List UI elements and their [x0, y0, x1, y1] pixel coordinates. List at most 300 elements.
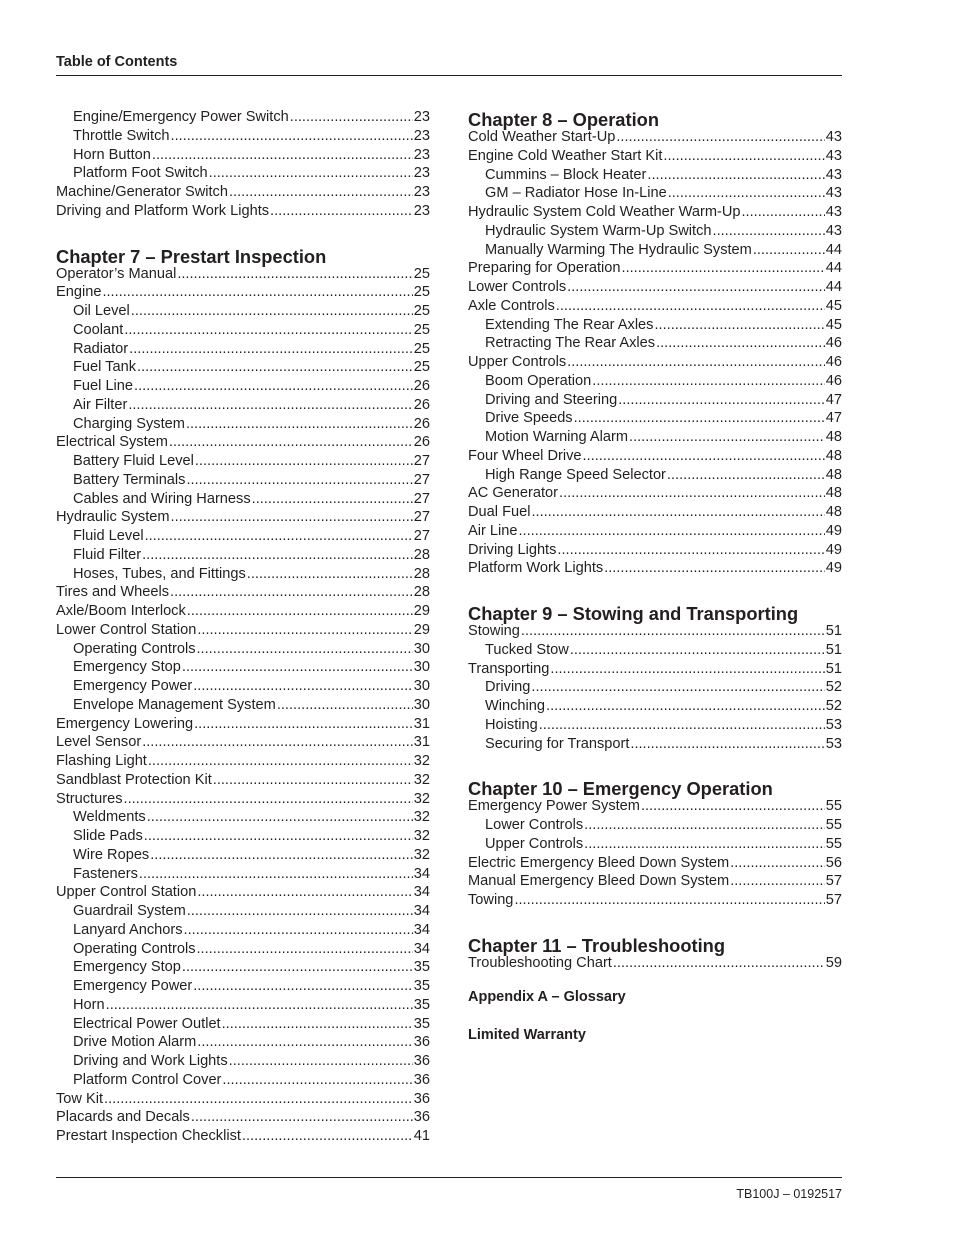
toc-entry-label: AC Generator: [468, 485, 559, 502]
toc-entry[interactable]: [56, 340, 430, 359]
toc-entry-page-number: 36: [413, 1053, 430, 1069]
toc-entry[interactable]: [468, 147, 842, 166]
toc-entry[interactable]: [468, 522, 842, 541]
toc-entry[interactable]: [468, 466, 842, 485]
toc-entry-label: High Range Speed Selector: [485, 466, 666, 483]
toc-entry[interactable]: [56, 415, 430, 434]
toc-entry-label: Four Wheel Drive: [468, 447, 582, 464]
toc-entry[interactable]: [468, 503, 842, 522]
toc-entry[interactable]: [468, 428, 842, 447]
toc-entry[interactable]: [468, 891, 842, 910]
toc-entry-page-number: 30: [413, 678, 430, 694]
toc-dot-leader: [629, 428, 825, 447]
toc-entry-label: Driving and Steering: [485, 391, 618, 408]
toc-entry-label: Cummins – Block Heater: [485, 166, 647, 183]
toc-dot-leader: [531, 678, 824, 697]
toc-dot-leader: [622, 259, 825, 278]
toc-entry-label: Upper Controls: [468, 354, 567, 370]
toc-entry-page-number: 23: [413, 202, 430, 219]
toc-entry-label: Platform Foot Switch: [73, 165, 208, 182]
toc-entry-page-number: 56: [825, 854, 842, 871]
toc-entry-page-number: 26: [413, 415, 430, 432]
toc-entry[interactable]: [56, 283, 430, 302]
toc-dot-leader: [197, 621, 412, 640]
toc-entry-label: Oil Level: [73, 303, 130, 319]
toc-entry-page-number: 32: [413, 771, 430, 788]
toc-entry[interactable]: [56, 640, 430, 659]
toc-entry-page-number: 43: [825, 147, 842, 164]
toc-entry[interactable]: [468, 222, 842, 241]
toc-entry-label: Fluid Level: [73, 528, 144, 544]
toc-dot-leader: [663, 147, 824, 166]
toc-entry[interactable]: [56, 677, 430, 696]
toc-entry-label: Machine/Generator Switch: [56, 184, 228, 200]
toc-entry-page-number: 25: [413, 321, 430, 338]
toc-entry-label: Lower Controls: [485, 817, 584, 833]
toc-dot-leader: [641, 797, 825, 816]
toc-entry[interactable]: [56, 865, 430, 884]
toc-entry-page-number: 46: [825, 372, 842, 389]
chapter-10-heading[interactable]: Chapter 10 – Emergency Operation: [468, 778, 773, 800]
toc-entry-label: Electrical Power Outlet: [73, 1015, 221, 1032]
toc-dot-leader: [229, 1052, 413, 1071]
toc-entry-page-number: 51: [825, 660, 842, 677]
toc-entry[interactable]: [56, 1052, 430, 1071]
toc-entry-page-number: 32: [413, 790, 430, 807]
toc-entry-page-number: 27: [413, 471, 430, 488]
toc-entry-page-number: 45: [825, 316, 842, 333]
toc-section-chapter-7: [56, 265, 430, 1146]
toc-entry-page-number: 27: [413, 509, 430, 526]
toc-right-column: [468, 108, 842, 1045]
toc-dot-leader: [559, 484, 825, 503]
toc-entry-page-number: 30: [413, 640, 430, 657]
toc-entry-page-number: 57: [825, 873, 842, 890]
toc-entry-page-number: 55: [825, 798, 842, 815]
toc-entry-label: Retracting The Rear Axles: [485, 335, 656, 352]
toc-dot-leader: [186, 415, 413, 434]
toc-entry-page-number: 48: [825, 485, 842, 502]
toc-entry[interactable]: [468, 484, 842, 503]
toc-entry[interactable]: [56, 377, 430, 396]
toc-entry[interactable]: [56, 527, 430, 546]
toc-dot-leader: [604, 559, 825, 578]
toc-entry-label: GM – Radiator Hose In-Line: [485, 185, 667, 202]
toc-dot-leader: [583, 447, 825, 466]
toc-entry-label: Extending The Rear Axles: [485, 316, 654, 333]
toc-dot-leader: [209, 164, 413, 183]
toc-entry-label: Engine/Emergency Power Switch: [73, 109, 289, 125]
toc-entry[interactable]: [468, 278, 842, 297]
toc-dot-leader: [654, 316, 824, 335]
toc-entry-label: Emergency Power System: [468, 798, 640, 815]
toc-dot-leader: [102, 283, 412, 302]
toc-entry[interactable]: [468, 559, 842, 578]
toc-entry[interactable]: [56, 127, 430, 146]
toc-entry[interactable]: [56, 790, 430, 809]
toc-entry[interactable]: [56, 902, 430, 921]
toc-entry[interactable]: [468, 735, 842, 754]
toc-entry[interactable]: [468, 697, 842, 716]
toc-entry[interactable]: [56, 602, 430, 621]
toc-entry-label: Winching: [485, 698, 546, 714]
toc-entry-label: Operating Controls: [73, 940, 196, 957]
toc-entry-page-number: 43: [825, 166, 842, 183]
toc-entry-label: Placards and Decals: [56, 1109, 190, 1126]
toc-dot-leader: [742, 203, 825, 222]
toc-entry-label: Battery Terminals: [73, 471, 186, 488]
toc-entry-label: Drive Motion Alarm: [73, 1034, 197, 1051]
toc-entry[interactable]: [468, 716, 842, 735]
toc-entry[interactable]: [468, 854, 842, 873]
toc-entry[interactable]: [56, 1090, 430, 1109]
toc-entry-page-number: 47: [825, 410, 842, 427]
toc-dot-leader: [128, 396, 412, 415]
toc-dot-leader: [186, 471, 412, 490]
toc-dot-leader: [656, 334, 825, 353]
toc-dot-leader: [630, 735, 824, 754]
toc-entry-label: Boom Operation: [485, 372, 592, 389]
toc-entry-label: Manual Emergency Bleed Down System: [468, 873, 730, 890]
toc-entry-page-number: 32: [413, 846, 430, 863]
toc-dot-leader: [142, 733, 413, 752]
toc-dot-leader: [171, 127, 413, 146]
toc-entry[interactable]: [468, 128, 842, 147]
toc-dot-leader: [124, 790, 413, 809]
toc-entry-label: Driving Lights: [468, 541, 557, 558]
toc-entry-page-number: 34: [413, 940, 430, 957]
toc-entry[interactable]: [56, 302, 430, 321]
toc-dot-leader: [550, 660, 824, 679]
toc-entry[interactable]: [468, 678, 842, 697]
toc-dot-leader: [142, 546, 413, 565]
toc-section-chapter-8: [468, 128, 842, 578]
toc-entry-label: Radiator: [73, 340, 129, 357]
toc-entry-page-number: 34: [413, 884, 430, 901]
toc-entry[interactable]: [468, 184, 842, 203]
toc-entry-page-number: 23: [413, 109, 430, 125]
header-rule: [56, 75, 842, 76]
toc-entry[interactable]: [468, 166, 842, 185]
toc-entry[interactable]: [56, 202, 430, 221]
toc-dot-leader: [514, 891, 824, 910]
toc-entry-page-number: 53: [825, 735, 842, 752]
toc-entry-page-number: 47: [825, 391, 842, 408]
toc-dot-leader: [197, 940, 413, 959]
toc-entry[interactable]: [56, 1108, 430, 1127]
toc-entry-label: Engine: [56, 284, 102, 301]
toc-entry[interactable]: [468, 259, 842, 278]
toc-dot-leader: [521, 622, 825, 641]
toc-dot-leader: [187, 902, 413, 921]
toc-dot-leader: [134, 377, 413, 396]
toc-entry[interactable]: [56, 621, 430, 640]
toc-entry-page-number: 45: [825, 297, 842, 314]
toc-entry[interactable]: [56, 583, 430, 602]
toc-dot-leader: [169, 433, 413, 452]
toc-entry-page-number: 53: [825, 716, 842, 733]
toc-entry-label: Emergency Power: [73, 978, 193, 994]
toc-entry-label: Hoisting: [485, 716, 538, 733]
toc-entry[interactable]: [468, 872, 842, 891]
toc-dot-leader: [177, 265, 412, 284]
toc-entry[interactable]: [56, 883, 430, 902]
toc-entry[interactable]: [468, 372, 842, 391]
toc-entry-page-number: 36: [413, 1090, 430, 1107]
chapter-11-heading[interactable]: Chapter 11 – Troubleshooting: [468, 934, 725, 956]
toc-entry-label: Driving: [485, 679, 531, 696]
toc-entry[interactable]: [56, 752, 430, 771]
toc-entry-page-number: 34: [413, 865, 430, 882]
toc-entry-label: Hydraulic System Cold Weather Warm-Up: [468, 204, 741, 220]
toc-entry[interactable]: [468, 316, 842, 335]
toc-entry[interactable]: [56, 715, 430, 734]
toc-dot-leader: [144, 827, 413, 846]
toc-entry[interactable]: [56, 808, 430, 827]
toc-entry-page-number: 25: [413, 265, 430, 282]
toc-entry[interactable]: [56, 846, 430, 865]
toc-entry[interactable]: [56, 508, 430, 527]
toc-dot-leader: [730, 872, 825, 891]
toc-entry-page-number: 27: [413, 528, 430, 544]
toc-dot-leader: [574, 409, 825, 428]
toc-entry[interactable]: [468, 622, 842, 641]
toc-entry[interactable]: [56, 396, 430, 415]
toc-entry[interactable]: [468, 954, 842, 973]
toc-entry-label: Weldments: [73, 809, 146, 826]
toc-dot-leader: [222, 1071, 412, 1090]
toc-entry-label: Emergency Power: [73, 678, 193, 694]
toc-entry-page-number: 32: [413, 753, 430, 769]
toc-dot-leader: [531, 503, 824, 522]
toc-entry[interactable]: [56, 164, 430, 183]
toc-entry-label: Dual Fuel: [468, 504, 531, 520]
toc-entry[interactable]: [56, 433, 430, 452]
toc-entry-page-number: 23: [413, 184, 430, 200]
toc-dot-leader: [197, 1033, 412, 1052]
toc-entry-label: Fuel Tank: [73, 359, 137, 376]
toc-entry[interactable]: [56, 996, 430, 1015]
toc-entry-page-number: 57: [825, 892, 842, 908]
toc-dot-leader: [592, 372, 824, 391]
toc-entry-label: Lanyard Anchors: [73, 921, 183, 938]
toc-entry[interactable]: [468, 641, 842, 660]
toc-dot-leader: [290, 108, 413, 127]
toc-entry[interactable]: [56, 471, 430, 490]
chapter-8-heading[interactable]: Chapter 8 – Operation: [468, 109, 659, 130]
toc-dot-leader: [213, 771, 413, 790]
toc-entry-page-number: 44: [825, 241, 842, 258]
toc-entry[interactable]: [468, 391, 842, 410]
toc-entry[interactable]: [56, 921, 430, 940]
toc-entry-page-number: 36: [413, 1071, 430, 1088]
toc-entry-label: Motion Warning Alarm: [485, 429, 629, 445]
toc-entry-page-number: 43: [825, 222, 842, 239]
toc-entry[interactable]: [56, 771, 430, 790]
toc-entry-label: Wire Ropes: [73, 846, 150, 863]
toc-entry[interactable]: [56, 265, 430, 284]
toc-entry-page-number: 36: [413, 1109, 430, 1126]
toc-entry[interactable]: [56, 733, 430, 752]
toc-entry-page-number: 59: [825, 954, 842, 971]
toc-dot-leader: [584, 835, 825, 854]
toc-entry-label: Upper Controls: [485, 835, 584, 852]
toc-entry[interactable]: [56, 1033, 430, 1052]
toc-section-chapter-10: [468, 797, 842, 910]
toc-entry[interactable]: [56, 958, 430, 977]
toc-entry[interactable]: [468, 297, 842, 316]
toc-entry[interactable]: [56, 827, 430, 846]
toc-dot-leader: [539, 716, 825, 735]
toc-entry-label: Axle/Boom Interlock: [56, 603, 186, 619]
toc-entry-label: Air Filter: [73, 396, 128, 413]
toc-entry-label: Fuel Line: [73, 378, 134, 394]
toc-dot-leader: [182, 658, 413, 677]
toc-entry-page-number: 26: [413, 378, 430, 394]
toc-entry[interactable]: [468, 241, 842, 260]
toc-entry[interactable]: [56, 1127, 430, 1146]
toc-entry-page-number: 25: [413, 359, 430, 376]
toc-entry-page-number: 49: [825, 522, 842, 539]
footer-rule: [56, 1177, 842, 1178]
toc-entry-page-number: 31: [413, 734, 430, 751]
toc-dot-leader: [137, 358, 413, 377]
toc-left-column: [56, 108, 430, 1146]
toc-entry[interactable]: [56, 546, 430, 565]
toc-entry[interactable]: [56, 490, 430, 509]
toc-dot-leader: [131, 302, 413, 321]
toc-entry-label: Securing for Transport: [485, 735, 630, 752]
toc-entry[interactable]: [56, 977, 430, 996]
toc-entry[interactable]: [56, 146, 430, 165]
toc-entry-label: Operator’s Manual: [56, 265, 177, 282]
toc-entry-page-number: 32: [413, 828, 430, 844]
toc-entry-label: Platform Work Lights: [468, 560, 604, 577]
toc-entry[interactable]: [56, 696, 430, 715]
toc-dot-leader: [187, 602, 413, 621]
toc-dot-leader: [124, 321, 412, 340]
toc-dot-leader: [147, 808, 413, 827]
toc-entry[interactable]: [468, 816, 842, 835]
toc-entry[interactable]: [468, 334, 842, 353]
toc-dot-leader: [182, 958, 413, 977]
toc-entry-label: Horn Button: [73, 146, 151, 163]
toc-dot-leader: [145, 527, 413, 546]
toc-entry[interactable]: [468, 203, 842, 222]
toc-dot-leader: [197, 883, 412, 902]
toc-entry-page-number: 29: [413, 603, 430, 619]
toc-entry-label: Axle Controls: [468, 297, 555, 314]
toc-entry[interactable]: [56, 452, 430, 471]
toc-entry-label: Emergency Stop: [73, 659, 181, 676]
toc-entry-label: Tires and Wheels: [56, 584, 170, 601]
toc-entry[interactable]: [56, 108, 430, 127]
toc-entry-page-number: 43: [825, 129, 842, 145]
toc-entry[interactable]: [56, 940, 430, 959]
toc-dot-leader: [129, 340, 413, 359]
toc-dot-leader: [170, 583, 413, 602]
toc-entry-label: Tucked Stow: [485, 641, 569, 658]
toc-entry-page-number: 48: [825, 447, 842, 464]
toc-dot-leader: [713, 222, 825, 241]
toc-entry-label: Operating Controls: [73, 640, 196, 657]
toc-entry-page-number: 36: [413, 1034, 430, 1051]
toc-entry-label: Battery Fluid Level: [73, 453, 194, 469]
toc-dot-leader: [242, 1127, 413, 1146]
toc-entry-label: Upper Control Station: [56, 884, 197, 901]
toc-dot-leader: [616, 128, 824, 147]
toc-entry-page-number: 35: [413, 996, 430, 1013]
toc-entry-page-number: 23: [413, 127, 430, 144]
toc-entry-page-number: 48: [825, 504, 842, 520]
toc-entry[interactable]: [468, 353, 842, 372]
toc-entry-label: Air Line: [468, 522, 518, 539]
toc-entry[interactable]: [468, 409, 842, 428]
toc-entry-page-number: 31: [413, 715, 430, 732]
toc-entry-page-number: 46: [825, 354, 842, 370]
toc-entry-label: Towing: [468, 892, 514, 908]
toc-entry[interactable]: [468, 447, 842, 466]
toc-dot-leader: [229, 183, 413, 202]
toc-entry-label: Preparing for Operation: [468, 260, 621, 277]
chapter-9-heading[interactable]: Chapter 9 – Stowing and Transporting: [468, 603, 799, 624]
toc-entry[interactable]: [56, 1015, 430, 1034]
toc-entry-label: Cables and Wiring Harness: [73, 490, 251, 507]
toc-section-chapter-11: [468, 954, 842, 973]
toc-dot-leader: [139, 865, 413, 884]
toc-dot-leader: [150, 846, 413, 865]
appendix-a-link[interactable]: Appendix A – Glossary: [468, 988, 626, 1005]
toc-entry-label: Electrical System: [56, 434, 168, 451]
toc-entry[interactable]: [56, 1071, 430, 1090]
toc-entry-page-number: 34: [413, 903, 430, 919]
toc-entry[interactable]: [56, 321, 430, 340]
toc-dot-leader: [252, 490, 413, 509]
toc-entry[interactable]: [56, 565, 430, 584]
toc-entry[interactable]: [468, 541, 842, 560]
toc-dot-leader: [570, 641, 825, 660]
toc-dot-leader: [518, 522, 824, 541]
toc-entry-label: Fluid Filter: [73, 546, 142, 563]
toc-entry[interactable]: [468, 797, 842, 816]
toc-entry-page-number: 55: [825, 817, 842, 833]
toc-entry[interactable]: [468, 660, 842, 679]
toc-entry-label: Driving and Work Lights: [73, 1053, 228, 1069]
toc-entry[interactable]: [56, 658, 430, 677]
toc-dot-leader: [152, 146, 413, 165]
toc-entry[interactable]: [56, 358, 430, 377]
toc-entry-page-number: 49: [825, 541, 842, 558]
toc-entry-page-number: 51: [825, 641, 842, 658]
toc-entry-label: Level Sensor: [56, 734, 142, 751]
toc-entry-page-number: 28: [413, 546, 430, 563]
toc-entry[interactable]: [468, 835, 842, 854]
limited-warranty-link[interactable]: Limited Warranty: [468, 1026, 586, 1043]
toc-entry-page-number: 51: [825, 623, 842, 639]
toc-entry-page-number: 27: [413, 453, 430, 469]
toc-dot-leader: [667, 466, 825, 485]
toc-entry-label: Throttle Switch: [73, 127, 170, 144]
toc-dot-leader: [148, 752, 413, 771]
toc-dot-leader: [567, 278, 825, 297]
toc-entry-page-number: 35: [413, 978, 430, 994]
toc-entry[interactable]: [56, 183, 430, 202]
toc-entry-label: Slide Pads: [73, 828, 143, 844]
chapter-7-heading[interactable]: Chapter 7 – Prestart Inspection: [56, 245, 327, 267]
toc-section-continued: [56, 108, 430, 221]
toc-entry-label: Fasteners: [73, 865, 138, 882]
toc-dot-leader: [106, 996, 413, 1015]
